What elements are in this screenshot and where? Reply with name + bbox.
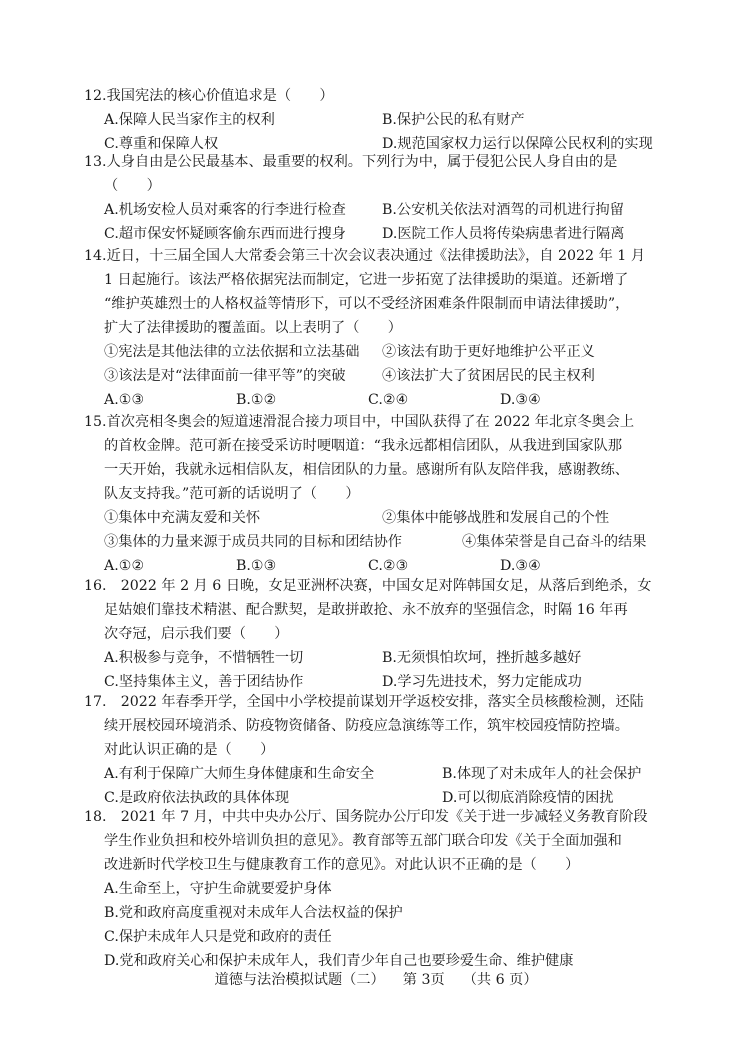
choice-a: A.①② <box>104 558 145 574</box>
question-stem-line: 学生作业负担和校外培训负担的意见》。教育部等五部门联合印发《关于全面加强和 <box>104 833 622 849</box>
option-d: D.学习先进技术，努力定能成功 <box>382 674 582 690</box>
question-13 <box>84 150 684 246</box>
choice-d: D.③④ <box>500 558 541 574</box>
footer-page-number: 第 3页 <box>402 972 445 988</box>
statement-2: ②该法有助于更好地维护公平正义 <box>382 344 595 360</box>
statement-row <box>84 364 684 388</box>
question-16 <box>84 574 684 694</box>
choice-d: D.③④ <box>500 392 541 408</box>
question-stem-line: “维护英雄烈士的人格权益等情形下，可以不受经济困难条件限制而申请法律援助”， <box>104 296 630 312</box>
option-a: A.保障人民当家作主的权利 <box>104 112 275 128</box>
choice-row <box>84 388 684 412</box>
question-stem-line: 14.近日，十三届全国人大常委会第三十次会议表决通过《法律援助法》，自 2022 年 1 月 <box>84 248 646 264</box>
option-c: C.超市保安怀疑顾客偷东西而进行搜身 <box>104 226 346 242</box>
question-stem-line: 扩大了法律援助的覆盖面。以上表明了（ ） <box>104 320 402 336</box>
option-b: B.体现了对未成年人的社会保护 <box>442 766 642 782</box>
choice-b: B.①② <box>236 392 277 408</box>
question-stem-line: 改进新时代学校卫生与健康教育工作的意见》。对此认识不正确的是（ ） <box>104 857 580 873</box>
statement-1: ①集体中充满友爱和关怀 <box>104 510 261 526</box>
page-footer <box>0 968 752 992</box>
option-row <box>84 222 684 246</box>
statement-row <box>84 340 684 364</box>
footer-total-pages: （共 6 页） <box>462 972 538 988</box>
question-14 <box>84 244 684 412</box>
question-stem-line: （ ） <box>104 178 161 194</box>
choice-a: A.①③ <box>104 392 145 408</box>
choice-c: C.②③ <box>368 558 409 574</box>
option-c: C.保护未成年人只是党和政府的责任 <box>104 929 332 945</box>
option-d: D.规范国家权力运行以保障公民权利的实现 <box>382 136 653 152</box>
question-stem-line: 13.人身自由是公民最基本、最重要的权利。下列行为中，属于侵犯公民人身自由的是 <box>84 154 618 170</box>
option-b: B.党和政府高度重视对未成年人合法权益的保护 <box>104 905 403 921</box>
option-a: A.积极参与竞争，不惜牺牲一切 <box>104 650 304 666</box>
question-stem-line: 一天开始，我就永远相信队友，相信团队的力量。感谢所有队友陪伴我，感谢教练、 <box>104 462 629 478</box>
option-c: C.坚持集体主义，善于团结协作 <box>104 674 304 690</box>
question-stem-line: 次夺冠，启示我们要（ ） <box>104 626 289 642</box>
statement-4: ④集体荣誉是自己奋斗的结果 <box>462 534 647 550</box>
statement-4: ④该法扩大了贫困居民的民主权利 <box>382 368 595 384</box>
option-b: B.公安机关依法对酒驾的司机进行拘留 <box>382 202 624 218</box>
question-stem-line: 15.首次亮相冬奥会的短道速滑混合接力项目中，中国队获得了在 2022 年北京冬奥会上 <box>84 414 635 430</box>
question-stem-line: 1 日起施行。该法严格依据宪法而制定，它进一步拓宽了法律援助的渠道。还新增了 <box>104 272 629 288</box>
option-a: A.生命至上，守护生命就要爱护身体 <box>104 881 332 897</box>
footer-subject: 道德与法治模拟试题（二） <box>214 972 385 988</box>
question-15 <box>84 410 684 578</box>
question-stem-line: 16. 2022 年 2 月 6 日晚，女足亚洲杯决赛，中国女足对阵韩国女足，从落后到绝杀，女 <box>84 578 652 594</box>
question-stem-line: 的首枚金牌。范可新在接受采访时哽咽道：“我永远都相信团队，从我进到国家队那 <box>104 438 623 454</box>
question-stem-line: 足姑娘们靠技术精湛、配合默契，是敢拼敢抢、永不放弃的坚强信念，时隔 16 年再 <box>104 602 628 618</box>
option-row <box>84 108 684 132</box>
option-row <box>84 762 684 786</box>
question-12 <box>84 84 684 156</box>
question-17 <box>84 690 684 810</box>
option-c: C.是政府依法执政的具体体现 <box>104 790 290 806</box>
question-18 <box>84 805 684 973</box>
option-row <box>84 646 684 670</box>
option-b: B.保护公民的私有财产 <box>382 112 525 128</box>
option-c: C.尊重和保障人权 <box>104 136 219 152</box>
question-stem-line: 12.我国宪法的核心价值追求是（ ） <box>84 88 334 104</box>
option-b: B.无须惧怕坎坷，挫折越多越好 <box>382 650 582 666</box>
question-stem-line: 18. 2021 年 7 月，中共中央办公厅、国务院办公厅印发《关于进一步减轻义务教育阶段 <box>84 809 648 825</box>
statement-3: ③该法是对“法律面前一律平等”的突破 <box>104 368 346 384</box>
choice-b: B.①③ <box>236 558 277 574</box>
option-row <box>84 198 684 222</box>
question-stem-line: 续开展校园环境消杀、防疫物资储备、防疫应急演练等工作，筑牢校园疫情防控墙。 <box>104 718 629 734</box>
statement-row <box>84 506 684 530</box>
question-stem-line: 队友支持我。”范可新的话说明了（ ） <box>104 486 360 502</box>
option-d: D.医院工作人员将传染病患者进行隔离 <box>382 226 625 242</box>
choice-c: C.②④ <box>368 392 409 408</box>
option-d: D.党和政府关心和保护未成年人，我们青少年自己也要珍爱生命、维护健康 <box>104 953 574 969</box>
question-stem-line: 对此认识正确的是（ ） <box>104 742 275 758</box>
statement-1: ①宪法是其他法律的立法依据和立法基础 <box>104 344 360 360</box>
statement-2: ②集体中能够战胜和发展自己的个性 <box>382 510 610 526</box>
option-d: D.可以彻底消除疫情的困扰 <box>442 790 614 806</box>
question-stem-line: 17. 2022 年春季开学，全国中小学校提前谋划开学返校安排，落实全员核酸检测，还陆 <box>84 694 644 710</box>
option-a: A.有利于保障广大师生身体健康和生命安全 <box>104 766 375 782</box>
statement-3: ③集体的力量来源于成员共同的目标和团结协作 <box>104 534 402 550</box>
option-a: A.机场安检人员对乘客的行李进行检查 <box>104 202 346 218</box>
statement-row <box>84 530 684 554</box>
